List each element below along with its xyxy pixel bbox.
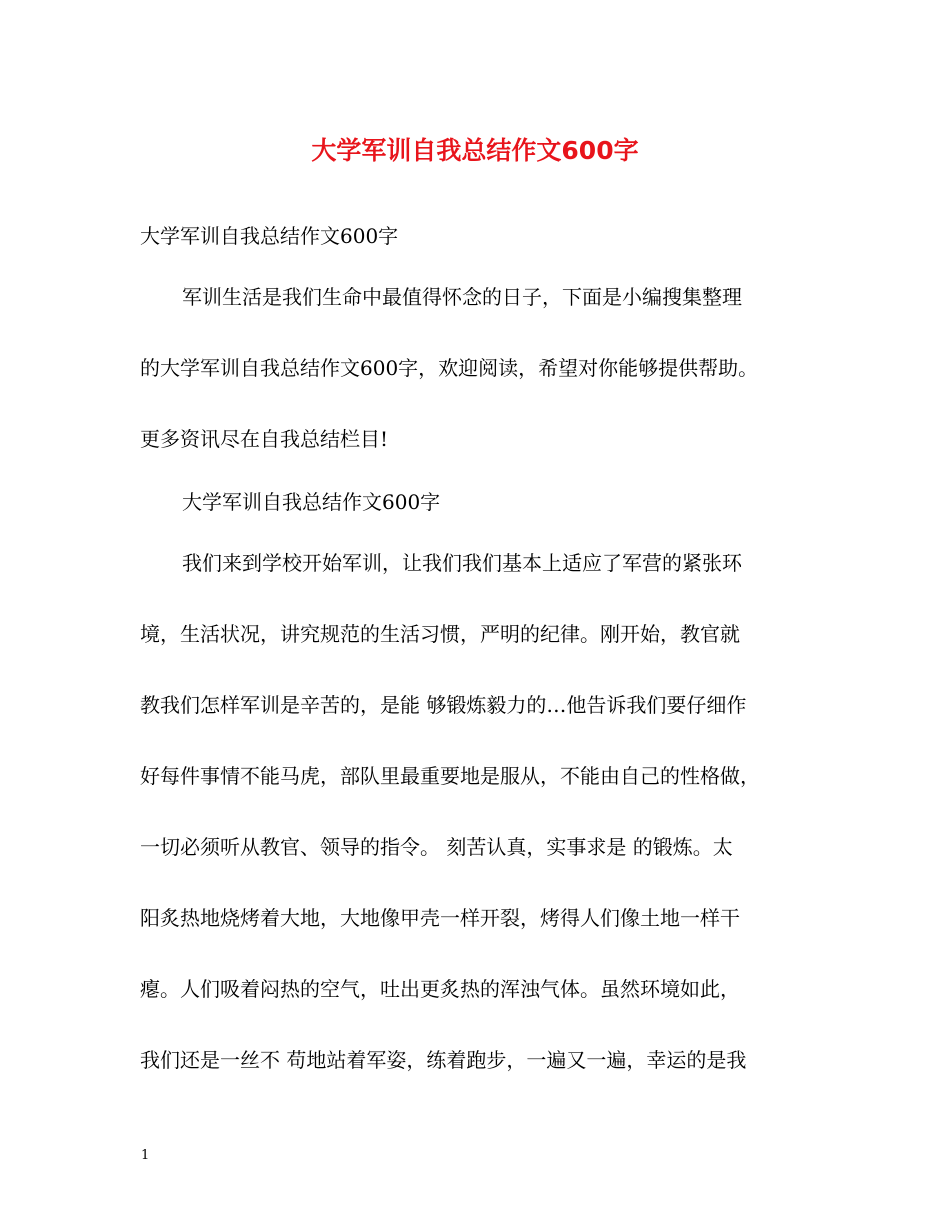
body-line: 更多资讯尽在自我总结栏目! — [140, 427, 389, 451]
body-line: 好每件事情不能马虎，部队里最重要地是服从，不能由自己的性格做， — [140, 764, 760, 788]
body-line: 瘪。人们吸着闷热的空气，吐出更炙热的浑浊气体。虽然环境如此， — [140, 977, 740, 1001]
body-line: 我们来到学校开始军训，让我们我们基本上适应了军营的紧张环 — [182, 551, 742, 575]
body-line: 阳炙热地烧烤着大地，大地像甲壳一样开裂，烤得人们像土地一样干 — [140, 906, 740, 930]
subtitle-line: 大学军训自我总结作文600字 — [140, 224, 399, 248]
body-line: 军训生活是我们生命中最值得怀念的日子，下面是小编搜集整理 — [182, 285, 742, 309]
section-heading-line: 大学军训自我总结作文600字 — [182, 490, 441, 514]
page-number: 1 — [141, 1148, 150, 1163]
body-line: 教我们怎样军训是辛苦的，是能 够锻炼毅力的…他告诉我们要仔细作 — [140, 693, 747, 717]
body-line: 境，生活状况，讲究规范的生活习惯，严明的纪律。刚开始，教官就 — [140, 622, 740, 646]
document-title: 大学军训自我总结作文600字 — [311, 136, 639, 165]
body-line: 我们还是一丝不 苟地站着军姿，练着跑步，一遍又一遍，幸运的是我 — [140, 1048, 747, 1072]
body-line: 的大学军训自我总结作文600字，欢迎阅读，希望对你能够提供帮助。 — [140, 356, 759, 380]
body-line: 一切必须听从教官、领导的指令。 刻苦认真，实事求是 的锻炼。太 — [140, 835, 733, 859]
